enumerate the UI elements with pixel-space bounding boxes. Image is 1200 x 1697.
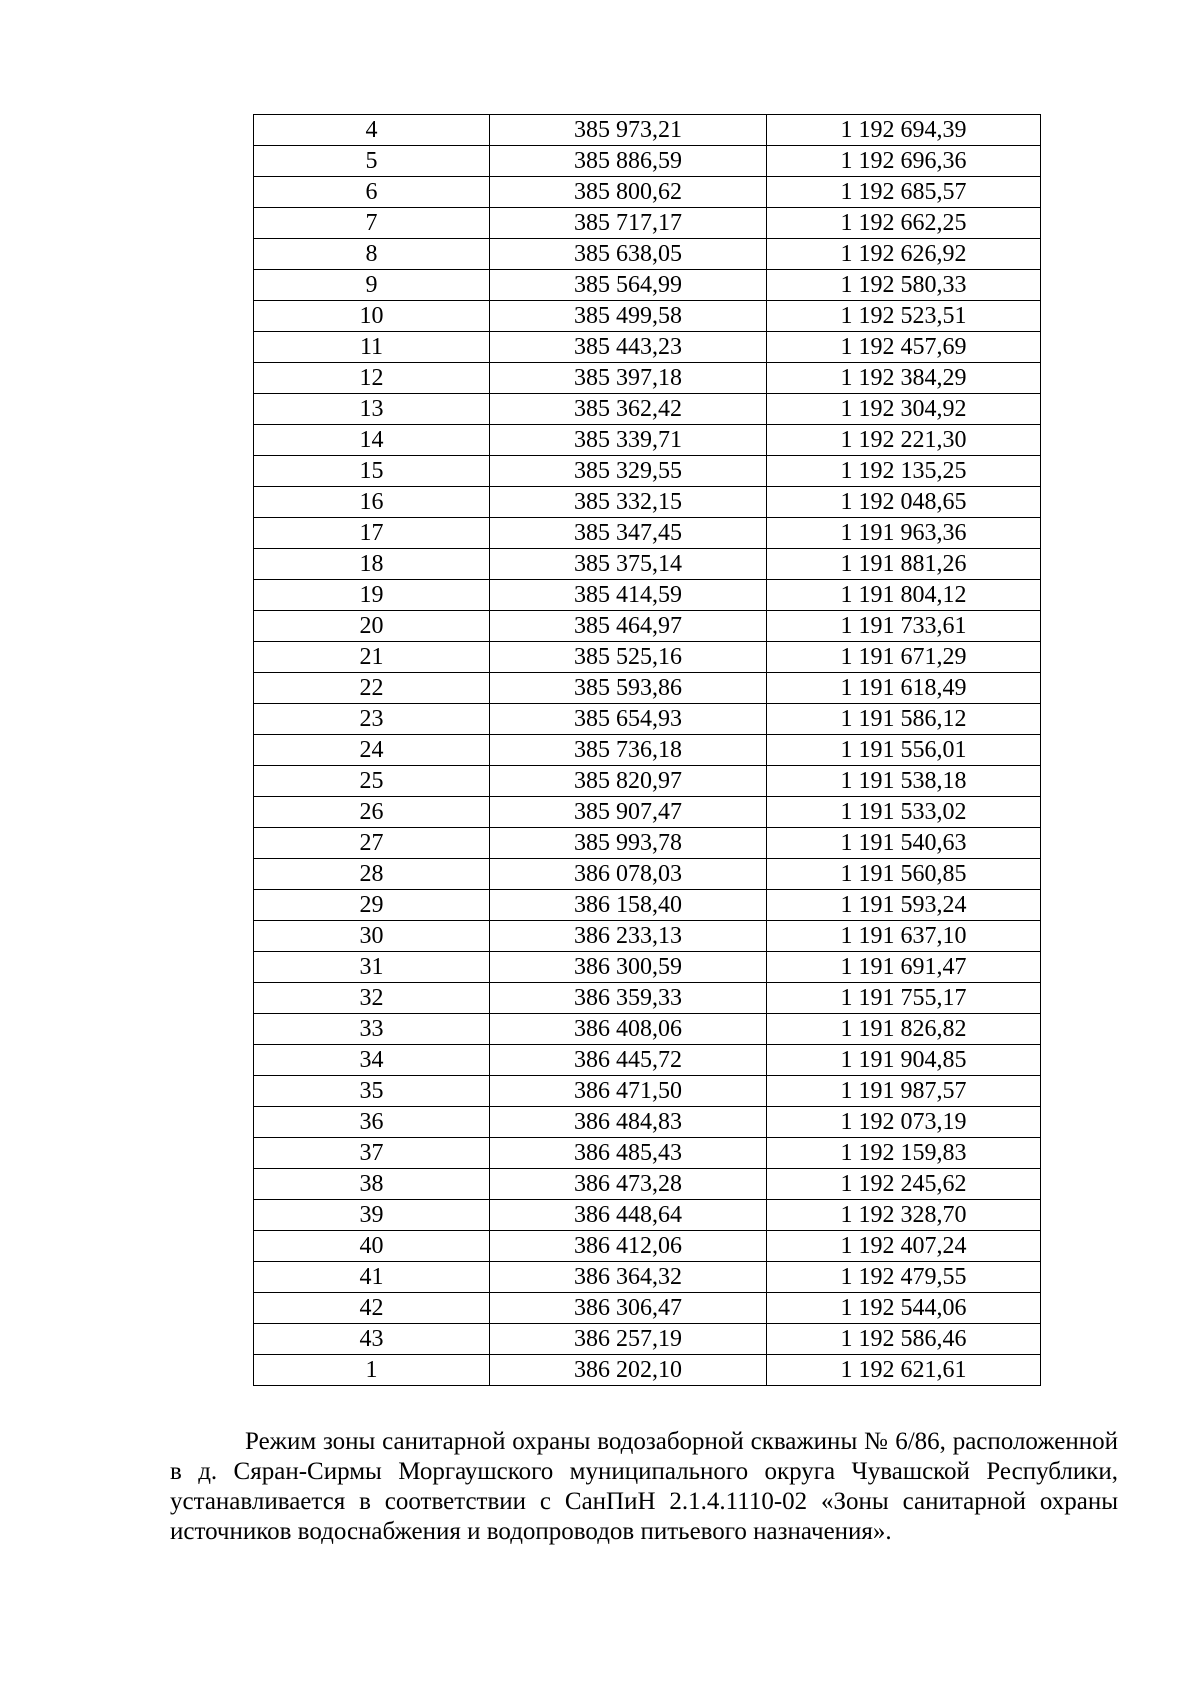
- body-paragraph: Режим зоны санитарной охраны водозаборной скважины № 6/86, расположенной в д. Сяран-Сирмы Моргаушского муниципального округа Чувашской Республики, устанавливается в соответствии с СанПиН 2.1.4.1110-02 «Зоны санитарной охраны источников водоснабжения и водопроводов питьевого назначения».: [170, 1428, 1118, 1545]
- x-coordinate-cell: 385 717,17: [490, 208, 767, 239]
- y-coordinate-cell: 1 191 593,24: [767, 890, 1041, 921]
- x-coordinate-cell: 385 820,97: [490, 766, 767, 797]
- point-number-cell: 13: [254, 394, 490, 425]
- x-coordinate-cell: 385 993,78: [490, 828, 767, 859]
- table-row: [254, 921, 1041, 952]
- point-number-cell: 36: [254, 1107, 490, 1138]
- y-coordinate-cell: 1 192 479,55: [767, 1262, 1041, 1293]
- x-coordinate-cell: 386 445,72: [490, 1045, 767, 1076]
- y-coordinate-cell: 1 192 694,39: [767, 115, 1041, 146]
- point-number-cell: 42: [254, 1293, 490, 1324]
- y-coordinate-cell: 1 191 560,85: [767, 859, 1041, 890]
- table-row: [254, 487, 1041, 518]
- x-coordinate-cell: 386 484,83: [490, 1107, 767, 1138]
- y-coordinate-cell: 1 191 804,12: [767, 580, 1041, 611]
- x-coordinate-cell: 386 448,64: [490, 1200, 767, 1231]
- y-coordinate-cell: 1 192 048,65: [767, 487, 1041, 518]
- point-number-cell: 39: [254, 1200, 490, 1231]
- point-number-cell: 9: [254, 270, 490, 301]
- point-number-cell: 35: [254, 1076, 490, 1107]
- y-coordinate-cell: 1 192 586,46: [767, 1324, 1041, 1355]
- table-row: [254, 828, 1041, 859]
- point-number-cell: 4: [254, 115, 490, 146]
- y-coordinate-cell: 1 191 755,17: [767, 983, 1041, 1014]
- x-coordinate-cell: 386 412,06: [490, 1231, 767, 1262]
- point-number-cell: 15: [254, 456, 490, 487]
- y-coordinate-cell: 1 192 245,62: [767, 1169, 1041, 1200]
- x-coordinate-cell: 385 736,18: [490, 735, 767, 766]
- x-coordinate-cell: 385 886,59: [490, 146, 767, 177]
- table-row: [254, 146, 1041, 177]
- table-row: [254, 363, 1041, 394]
- x-coordinate-cell: 385 593,86: [490, 673, 767, 704]
- point-number-cell: 7: [254, 208, 490, 239]
- point-number-cell: 11: [254, 332, 490, 363]
- table-row: [254, 115, 1041, 146]
- table-row: [254, 642, 1041, 673]
- coordinates-table-body: [254, 115, 1041, 1386]
- point-number-cell: 10: [254, 301, 490, 332]
- y-coordinate-cell: 1 191 556,01: [767, 735, 1041, 766]
- table-row: [254, 1169, 1041, 1200]
- y-coordinate-cell: 1 191 963,36: [767, 518, 1041, 549]
- table-row: [254, 859, 1041, 890]
- table-row: [254, 1138, 1041, 1169]
- x-coordinate-cell: 386 300,59: [490, 952, 767, 983]
- x-coordinate-cell: 386 364,32: [490, 1262, 767, 1293]
- table-row: [254, 1231, 1041, 1262]
- table-row: [254, 673, 1041, 704]
- x-coordinate-cell: 386 306,47: [490, 1293, 767, 1324]
- table-row: [254, 611, 1041, 642]
- table-row: [254, 1293, 1041, 1324]
- y-coordinate-cell: 1 192 621,61: [767, 1355, 1041, 1386]
- point-number-cell: 27: [254, 828, 490, 859]
- point-number-cell: 31: [254, 952, 490, 983]
- x-coordinate-cell: 385 329,55: [490, 456, 767, 487]
- y-coordinate-cell: 1 192 135,25: [767, 456, 1041, 487]
- table-row: [254, 1045, 1041, 1076]
- table-row: [254, 704, 1041, 735]
- x-coordinate-cell: 385 499,58: [490, 301, 767, 332]
- point-number-cell: 37: [254, 1138, 490, 1169]
- y-coordinate-cell: 1 192 457,69: [767, 332, 1041, 363]
- table-row: [254, 983, 1041, 1014]
- point-number-cell: 38: [254, 1169, 490, 1200]
- point-number-cell: 41: [254, 1262, 490, 1293]
- table-row: [254, 1262, 1041, 1293]
- point-number-cell: 22: [254, 673, 490, 704]
- x-coordinate-cell: 385 375,14: [490, 549, 767, 580]
- x-coordinate-cell: 386 485,43: [490, 1138, 767, 1169]
- table-row: [254, 425, 1041, 456]
- x-coordinate-cell: 386 158,40: [490, 890, 767, 921]
- y-coordinate-cell: 1 192 407,24: [767, 1231, 1041, 1262]
- x-coordinate-cell: 385 464,97: [490, 611, 767, 642]
- table-row: [254, 270, 1041, 301]
- table-row: [254, 301, 1041, 332]
- point-number-cell: 24: [254, 735, 490, 766]
- x-coordinate-cell: 386 257,19: [490, 1324, 767, 1355]
- point-number-cell: 14: [254, 425, 490, 456]
- x-coordinate-cell: 386 471,50: [490, 1076, 767, 1107]
- table-row: [254, 1355, 1041, 1386]
- x-coordinate-cell: 385 525,16: [490, 642, 767, 673]
- x-coordinate-cell: 386 359,33: [490, 983, 767, 1014]
- y-coordinate-cell: 1 192 328,70: [767, 1200, 1041, 1231]
- y-coordinate-cell: 1 191 540,63: [767, 828, 1041, 859]
- table-row: [254, 890, 1041, 921]
- point-number-cell: 26: [254, 797, 490, 828]
- y-coordinate-cell: 1 191 637,10: [767, 921, 1041, 952]
- point-number-cell: 25: [254, 766, 490, 797]
- point-number-cell: 21: [254, 642, 490, 673]
- x-coordinate-cell: 385 443,23: [490, 332, 767, 363]
- y-coordinate-cell: 1 191 533,02: [767, 797, 1041, 828]
- point-number-cell: 17: [254, 518, 490, 549]
- table-row: [254, 177, 1041, 208]
- point-number-cell: 43: [254, 1324, 490, 1355]
- x-coordinate-cell: 385 564,99: [490, 270, 767, 301]
- point-number-cell: 33: [254, 1014, 490, 1045]
- y-coordinate-cell: 1 192 544,06: [767, 1293, 1041, 1324]
- y-coordinate-cell: 1 191 618,49: [767, 673, 1041, 704]
- x-coordinate-cell: 385 397,18: [490, 363, 767, 394]
- y-coordinate-cell: 1 191 733,61: [767, 611, 1041, 642]
- x-coordinate-cell: 386 473,28: [490, 1169, 767, 1200]
- table-row: [254, 239, 1041, 270]
- x-coordinate-cell: 386 202,10: [490, 1355, 767, 1386]
- y-coordinate-cell: 1 192 159,83: [767, 1138, 1041, 1169]
- x-coordinate-cell: 385 414,59: [490, 580, 767, 611]
- table-row: [254, 549, 1041, 580]
- point-number-cell: 30: [254, 921, 490, 952]
- y-coordinate-cell: 1 191 987,57: [767, 1076, 1041, 1107]
- x-coordinate-cell: 385 347,45: [490, 518, 767, 549]
- table-row: [254, 456, 1041, 487]
- table-row: [254, 518, 1041, 549]
- point-number-cell: 40: [254, 1231, 490, 1262]
- table-row: [254, 394, 1041, 425]
- table-row: [254, 735, 1041, 766]
- y-coordinate-cell: 1 191 538,18: [767, 766, 1041, 797]
- point-number-cell: 12: [254, 363, 490, 394]
- table-row: [254, 208, 1041, 239]
- y-coordinate-cell: 1 192 662,25: [767, 208, 1041, 239]
- point-number-cell: 23: [254, 704, 490, 735]
- x-coordinate-cell: 385 907,47: [490, 797, 767, 828]
- y-coordinate-cell: 1 192 626,92: [767, 239, 1041, 270]
- table-row: [254, 1076, 1041, 1107]
- table-row: [254, 1200, 1041, 1231]
- table-row: [254, 1324, 1041, 1355]
- point-number-cell: 1: [254, 1355, 490, 1386]
- x-coordinate-cell: 385 654,93: [490, 704, 767, 735]
- y-coordinate-cell: 1 192 685,57: [767, 177, 1041, 208]
- table-row: [254, 766, 1041, 797]
- table-row: [254, 1014, 1041, 1045]
- y-coordinate-cell: 1 192 523,51: [767, 301, 1041, 332]
- table-row: [254, 797, 1041, 828]
- y-coordinate-cell: 1 191 586,12: [767, 704, 1041, 735]
- y-coordinate-cell: 1 192 221,30: [767, 425, 1041, 456]
- y-coordinate-cell: 1 191 826,82: [767, 1014, 1041, 1045]
- point-number-cell: 32: [254, 983, 490, 1014]
- point-number-cell: 18: [254, 549, 490, 580]
- point-number-cell: 6: [254, 177, 490, 208]
- y-coordinate-cell: 1 192 696,36: [767, 146, 1041, 177]
- x-coordinate-cell: 386 078,03: [490, 859, 767, 890]
- y-coordinate-cell: 1 192 304,92: [767, 394, 1041, 425]
- point-number-cell: 19: [254, 580, 490, 611]
- point-number-cell: 8: [254, 239, 490, 270]
- x-coordinate-cell: 386 233,13: [490, 921, 767, 952]
- table-row: [254, 1107, 1041, 1138]
- table-row: [254, 332, 1041, 363]
- x-coordinate-cell: 385 332,15: [490, 487, 767, 518]
- table-row: [254, 952, 1041, 983]
- point-number-cell: 16: [254, 487, 490, 518]
- point-number-cell: 29: [254, 890, 490, 921]
- table-row: [254, 580, 1041, 611]
- x-coordinate-cell: 385 638,05: [490, 239, 767, 270]
- coordinates-table: [253, 114, 1041, 1386]
- point-number-cell: 34: [254, 1045, 490, 1076]
- y-coordinate-cell: 1 192 073,19: [767, 1107, 1041, 1138]
- x-coordinate-cell: 386 408,06: [490, 1014, 767, 1045]
- y-coordinate-cell: 1 192 580,33: [767, 270, 1041, 301]
- y-coordinate-cell: 1 191 904,85: [767, 1045, 1041, 1076]
- x-coordinate-cell: 385 362,42: [490, 394, 767, 425]
- x-coordinate-cell: 385 800,62: [490, 177, 767, 208]
- x-coordinate-cell: 385 339,71: [490, 425, 767, 456]
- y-coordinate-cell: 1 191 691,47: [767, 952, 1041, 983]
- point-number-cell: 28: [254, 859, 490, 890]
- x-coordinate-cell: 385 973,21: [490, 115, 767, 146]
- point-number-cell: 20: [254, 611, 490, 642]
- y-coordinate-cell: 1 191 671,29: [767, 642, 1041, 673]
- point-number-cell: 5: [254, 146, 490, 177]
- y-coordinate-cell: 1 191 881,26: [767, 549, 1041, 580]
- y-coordinate-cell: 1 192 384,29: [767, 363, 1041, 394]
